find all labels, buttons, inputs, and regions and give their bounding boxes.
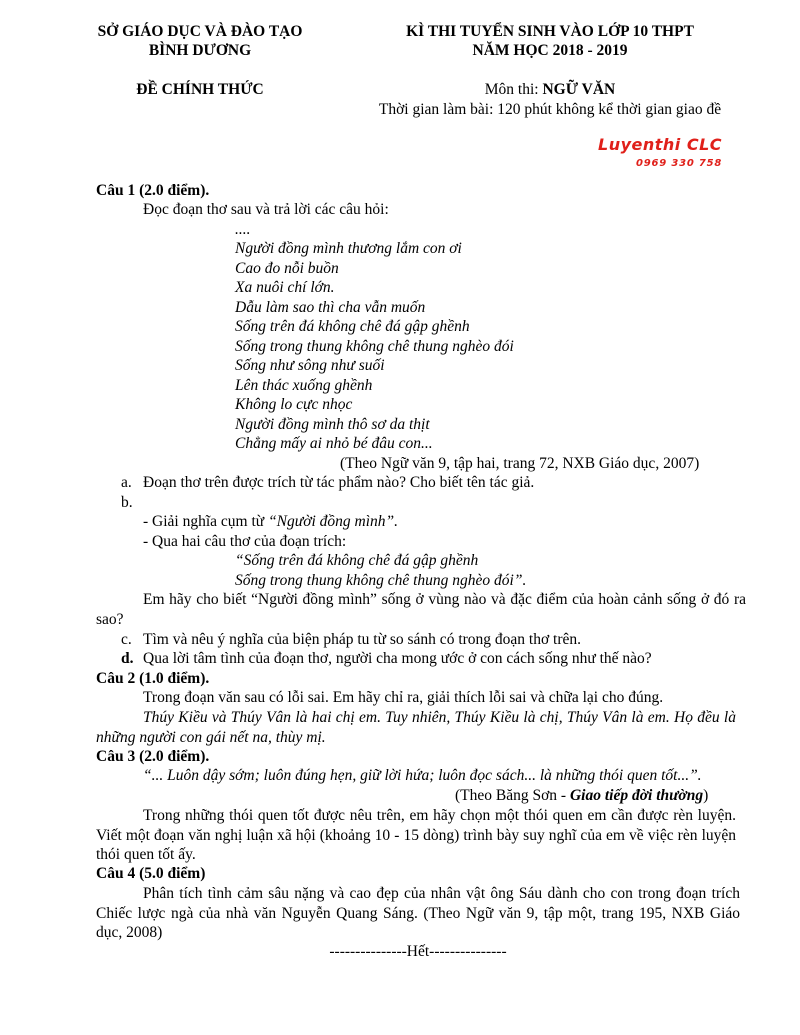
end-marker: ---------------Hết---------------: [329, 943, 507, 960]
q1c-text: Tìm và nêu ý nghĩa của biện pháp tu từ so sánh có trong đoạn thơ trên.: [143, 631, 582, 648]
poem-line: Sống trên đá không chê đá gập ghềnh: [235, 318, 470, 335]
q2-title: Câu 2 (1.0 điểm).: [96, 670, 210, 687]
q3-text: Trong những thói quen tốt được nêu trên, em hãy chọn một thói quen em cần được rèn luyện. Viết một đoạn văn nghị luận xã hội (khoảng 10 - 15 dòng) trình bày suy nghĩ của em về việc rèn luyện thói quen tốt ấy.: [96, 807, 736, 863]
q2-text: Trong đoạn văn sau có lỗi sai. Em hãy chỉ ra, giải thích lỗi sai và chữa lại cho đúng.: [143, 689, 664, 706]
poem-line: Sống trong thung không chê thung nghèo đói: [235, 338, 514, 355]
q1b-item-2: - Qua hai câu thơ của đoạn trích:: [143, 533, 347, 550]
q3-source-title: Giao tiếp đời thường: [569, 787, 704, 804]
q1c-label: c.: [121, 631, 132, 648]
poem-line: ....: [235, 221, 251, 238]
poem-source: (Theo Ngữ văn 9, tập hai, trang 72, NXB Giáo dục, 2007): [340, 455, 700, 472]
poem-line: Cao đo nỗi buồn: [235, 260, 339, 277]
q1b-question: Em hãy cho biết “Người đồng mình” sống ở vùng nào và đặc điểm của hoàn cảnh sống ở đó ra sao?: [96, 591, 746, 628]
q1-title: Câu 1 (2.0 điểm).: [96, 182, 210, 199]
poem-line: Lên thác xuống ghềnh: [235, 377, 373, 394]
official-label: ĐỀ CHÍNH THỨC: [136, 81, 264, 98]
q1b-quote-line: Sống trong thung không chê thung nghèo đói”.: [235, 572, 527, 589]
q1d-label: d.: [121, 650, 134, 667]
exam-title: KÌ THI TUYỂN SINH VÀO LỚP 10 THPT: [406, 23, 694, 40]
poem-line: Dẫu làm sao thì cha vẫn muốn: [235, 299, 426, 316]
time-allowed: Thời gian làm bài: 120 phút không kể thời gian giao đề: [378, 101, 722, 118]
q1b-quote-line: “Sống trên đá không chê đá gập ghềnh: [235, 552, 479, 569]
subject-line: [350, 80, 750, 100]
luyenthi-logo-text: Luyenthi CLC: [598, 135, 723, 154]
poem-line: Người đồng mình thương lắm con ơi: [235, 240, 462, 257]
q1b-item-1-prefix: - Giải nghĩa cụm từ: [143, 513, 269, 530]
subject-label: Môn thi:: [484, 81, 543, 98]
q2-quote: Thúy Kiều và Thúy Vân là hai chị em. Tuy nhiên, Thúy Kiều là chị, Thúy Vân là em. Họ đều là những người con gái nết na, thùy mị.: [96, 709, 736, 746]
q3-source-suffix: ): [703, 787, 709, 804]
q1d-text: Qua lời tâm tình của đoạn thơ, người cha mong ước ở con cách sống như thế nào?: [143, 650, 652, 667]
q3-quote: “... Luôn dậy sớm; luôn đúng hẹn, giữ lời hứa; luôn đọc sách... là những thói quen tốt...”.: [143, 767, 702, 784]
poem-line: Người đồng mình thô sơ da thịt: [235, 416, 430, 433]
q4-title: Câu 4 (5.0 điểm): [96, 865, 206, 882]
poem-line: Sống như sông như suối: [235, 357, 385, 374]
poem-line: Không lo cực nhọc: [235, 396, 353, 413]
q3-title: Câu 3 (2.0 điểm).: [96, 748, 210, 765]
subject-value: NGỮ VĂN: [542, 81, 616, 98]
q3-source: [455, 786, 708, 806]
q1b-label: b.: [121, 494, 133, 511]
province-name: BÌNH DƯƠNG: [148, 42, 252, 59]
department-name: SỞ GIÁO DỤC VÀ ĐÀO TẠO: [97, 23, 303, 40]
poem-line: Xa nuôi chí lớn.: [235, 279, 335, 296]
q1a-text: Đoạn thơ trên được trích từ tác phẩm nào? Cho biết tên tác giả.: [143, 474, 535, 491]
q1b-item-1: [143, 512, 398, 532]
luyenthi-logo-phone: 0969 330 758: [636, 158, 723, 169]
q1a-label: a.: [121, 474, 132, 491]
q3-source-prefix: (Theo Băng Sơn -: [455, 787, 570, 804]
q1-intro: Đọc đoạn thơ sau và trả lời các câu hỏi:: [143, 201, 389, 218]
school-year: NĂM HỌC 2018 - 2019: [472, 42, 628, 59]
q4-text: Phân tích tình cảm sâu nặng và cao đẹp của nhân vật ông Sáu dành cho con trong đoạn trích Chiếc lược ngà của nhà văn Nguyễn Quang Sáng. (Theo Ngữ văn 9, tập một, trang 195, NXB Giáo dục, 2008): [96, 885, 740, 941]
poem-line: Chẳng mấy ai nhỏ bé đâu con...: [235, 435, 433, 452]
q1b-item-1-quote: “Người đồng mình”.: [268, 513, 399, 530]
